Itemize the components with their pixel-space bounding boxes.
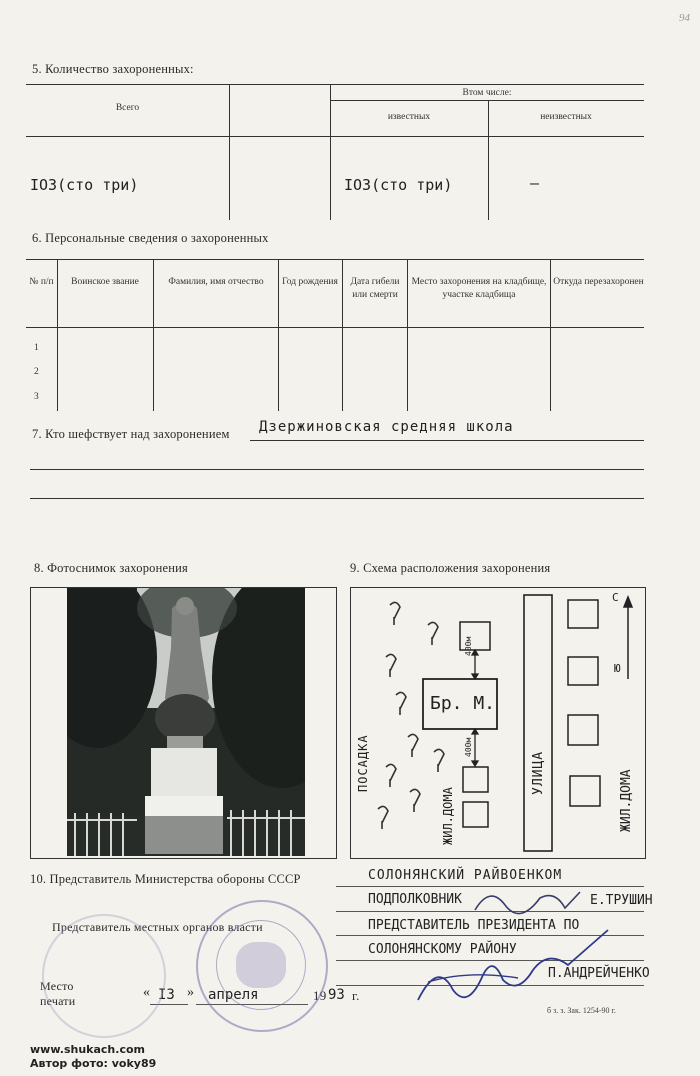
- location-scheme: [350, 587, 646, 859]
- date-suffix: г.: [352, 988, 360, 1003]
- date-day: I3: [158, 987, 175, 1003]
- houses-right-label: ЖИЛ.ДОМА: [619, 769, 634, 832]
- header-total: Всего: [115, 103, 140, 113]
- header-death-date: Дата гибели или смерти: [350, 277, 400, 300]
- local-rep-name: П.АНДРЕЙЧЕНКО: [548, 966, 650, 981]
- total-value: IO3(сто три): [30, 176, 139, 194]
- watermark-author: Автор фото: voky89: [30, 1057, 157, 1070]
- signature-officer: [470, 880, 590, 920]
- signature-local-rep: [408, 920, 628, 1010]
- header-name: Фамилия, имя отчество: [168, 277, 264, 287]
- header-number: № п/п: [29, 277, 54, 287]
- watermark-site: www.shukach.com: [30, 1043, 145, 1056]
- header-unknown: неизвестных: [540, 112, 592, 122]
- section5-title: 5. Количество захороненных:: [32, 62, 194, 76]
- date-open-quote: «: [143, 985, 150, 1000]
- military-office-line: СОЛОНЯНСКИЙ РАЙВОЕНКОМ: [368, 868, 563, 883]
- seal-round-stamp: [196, 900, 328, 1032]
- date-year: 93: [328, 987, 345, 1003]
- monument-photo-image: [67, 588, 305, 856]
- street-strip: [524, 595, 552, 851]
- officer-name: Е.ТРУШИН: [590, 893, 653, 908]
- row-number-2: 2: [34, 367, 39, 377]
- section10-title: 10. Представитель Министерства обороны СССР: [30, 872, 301, 886]
- seal-left-faded: [42, 914, 166, 1038]
- officer-rank: ПОДПОЛКОВНИК: [368, 892, 462, 907]
- header-birth-year: Год рождения: [282, 277, 338, 287]
- header-reburied-from: Откуда перезахоронен: [553, 277, 644, 287]
- known-value: IO3(сто три): [344, 176, 453, 194]
- street-label: УЛИЦА: [531, 750, 546, 795]
- header-rank: Воинское звание: [71, 277, 139, 287]
- planting-label: ПОСАДКА: [356, 734, 370, 792]
- row-number-1: 1: [34, 343, 39, 353]
- date-year-prefix: 19: [313, 988, 327, 1003]
- district-line: СОЛОНЯНСКОМУ РАЙОНУ: [368, 942, 517, 957]
- compass-north-label: С: [612, 591, 619, 604]
- corner-page-number: 94: [679, 12, 690, 24]
- date-month: апреля: [208, 987, 259, 1003]
- row-number-3: 3: [34, 392, 39, 402]
- section7-title: 7. Кто шефствует над захоронением: [32, 427, 230, 441]
- print-info: б з. з. Зак. 1254-90 г.: [547, 1006, 616, 1015]
- section6-title: 6. Персональные сведения о захороненных: [32, 231, 269, 245]
- houses-left-label: ЖИЛ.ДОМА: [441, 787, 455, 845]
- tree-icons: [378, 602, 444, 829]
- seal-place-label: Место печати: [40, 979, 76, 1008]
- president-rep-line: ПРЕДСТАВИТЕЛЬ ПРЕЗИДЕНТА ПО: [368, 918, 580, 933]
- header-burial-place: Место захоронения на кладбище, участке кладбища: [411, 277, 547, 300]
- local-rep-label: Представитель местных органов власти: [52, 920, 263, 934]
- patron-value: Дзержиновская средняя школа: [259, 419, 514, 435]
- section8-title: 8. Фотоснимок захоронения: [34, 561, 188, 575]
- grave-label: Бр. М.: [430, 693, 496, 714]
- header-including: Втом числе:: [462, 88, 512, 98]
- header-known: известных: [387, 112, 431, 122]
- unknown-value: —: [530, 174, 540, 192]
- section9-title: 9. Схема расположения захоронения: [350, 561, 551, 575]
- monument-photo: [67, 588, 305, 856]
- date-close-quote: »: [187, 985, 194, 1000]
- compass-south-label: Ю: [614, 662, 621, 675]
- compass-arrow: [624, 597, 632, 679]
- distance-top-label: 400м: [464, 636, 473, 656]
- distance-bottom-label: 400м: [464, 737, 473, 757]
